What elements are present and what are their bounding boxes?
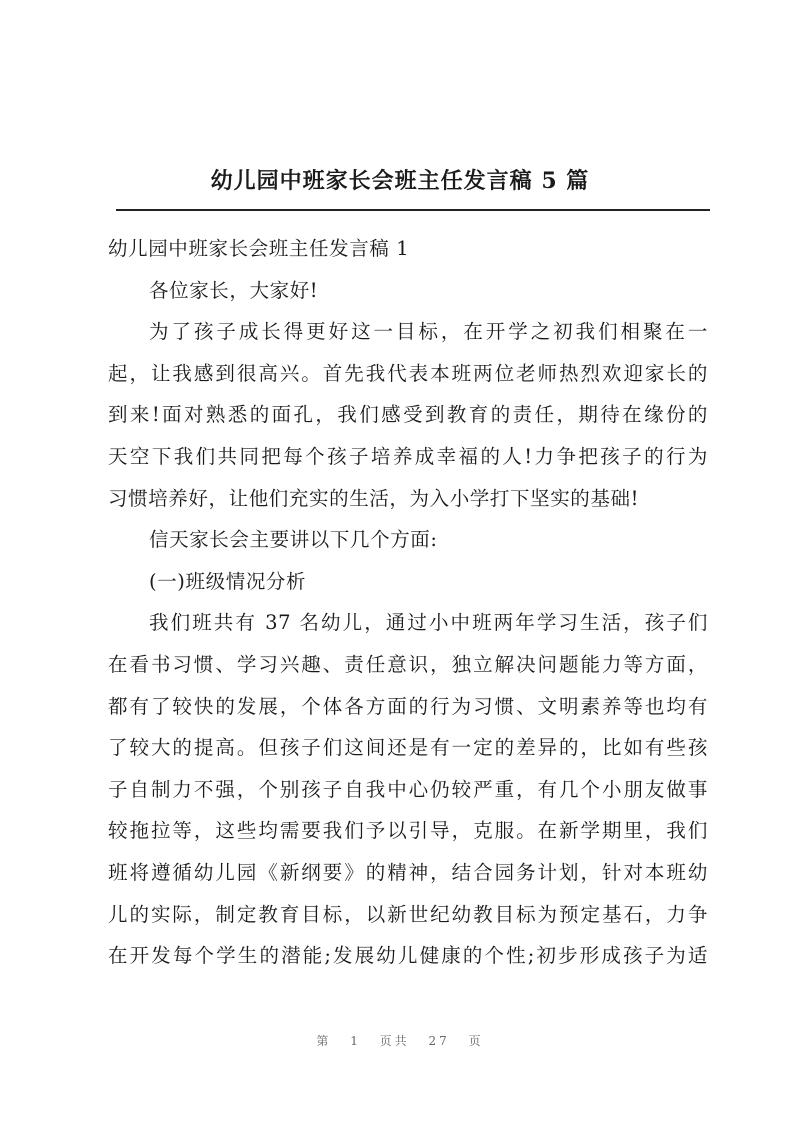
paragraph-line: 各位家长，大家好! — [149, 278, 319, 302]
paragraph-line: 信天家长会主要讲以下几个方面: — [149, 528, 438, 552]
paragraph-line: 到来!面对熟悉的面孔，我们感受到教育的责任，期待在缘份的 — [108, 403, 708, 427]
document-body — [108, 228, 708, 977]
paragraph-line: 天空下我们共同把每个孩子培养成幸福的人!力争把孩子的行为 — [108, 444, 708, 468]
page-number: 1 — [350, 1034, 361, 1048]
page-label: 第 — [316, 1034, 332, 1048]
section-heading: 幼儿园中班家长会班主任发言稿 1 — [108, 237, 410, 260]
subsection-heading: (一)班级情况分析 — [149, 569, 307, 593]
paragraph-line: 较拖拉等，这些均需要我们予以引导，克服。在新学期里，我们 — [108, 819, 708, 843]
paragraph-line: 儿的实际，制定教育目标，以新世纪幼教目标为预定基石，力争 — [108, 902, 708, 926]
paragraph-line: 都有了较快的发展，个体各方面的行为习惯、文明素养等也均有 — [108, 694, 708, 718]
paragraph-line: 我们班共有 37 名幼儿，通过小中班两年学习生活，孩子们 — [149, 611, 708, 635]
page-of-label: 页共 — [379, 1034, 410, 1048]
paragraph-line: 在开发每个学生的潜能;发展幼儿健康的个性;初步形成孩子为适 — [108, 944, 708, 968]
paragraph-line: 为了孩子成长得更好这一目标，在开学之初我们相聚在一 — [149, 320, 708, 344]
paragraph-line: 子自制力不强，个别孩子自我中心仍较严重，有几个小朋友做事 — [108, 777, 708, 801]
paragraph-line: 习惯培养好，让他们充实的生活，为入小学打下坚实的基础! — [108, 486, 640, 510]
paragraph-line: 在看书习惯、学习兴趣、责任意识，独立解决问题能力等方面， — [108, 652, 708, 676]
paragraph-line: 班将遵循幼儿园《新纲要》的精神，结合园务计划，针对本班幼 — [108, 860, 708, 884]
title-divider — [116, 209, 710, 211]
paragraph-line: 了较大的提高。但孩子们这间还是有一定的差异的，比如有些孩 — [108, 736, 708, 760]
page-suffix: 页 — [468, 1034, 484, 1048]
paragraph-line: 起，让我感到很高兴。首先我代表本班两位老师热烈欢迎家长的 — [108, 361, 708, 385]
page-footer — [0, 1032, 800, 1049]
document-title: 幼儿园中班家长会班主任发言稿 5 篇 — [210, 168, 590, 194]
total-pages: 27 — [428, 1034, 450, 1048]
